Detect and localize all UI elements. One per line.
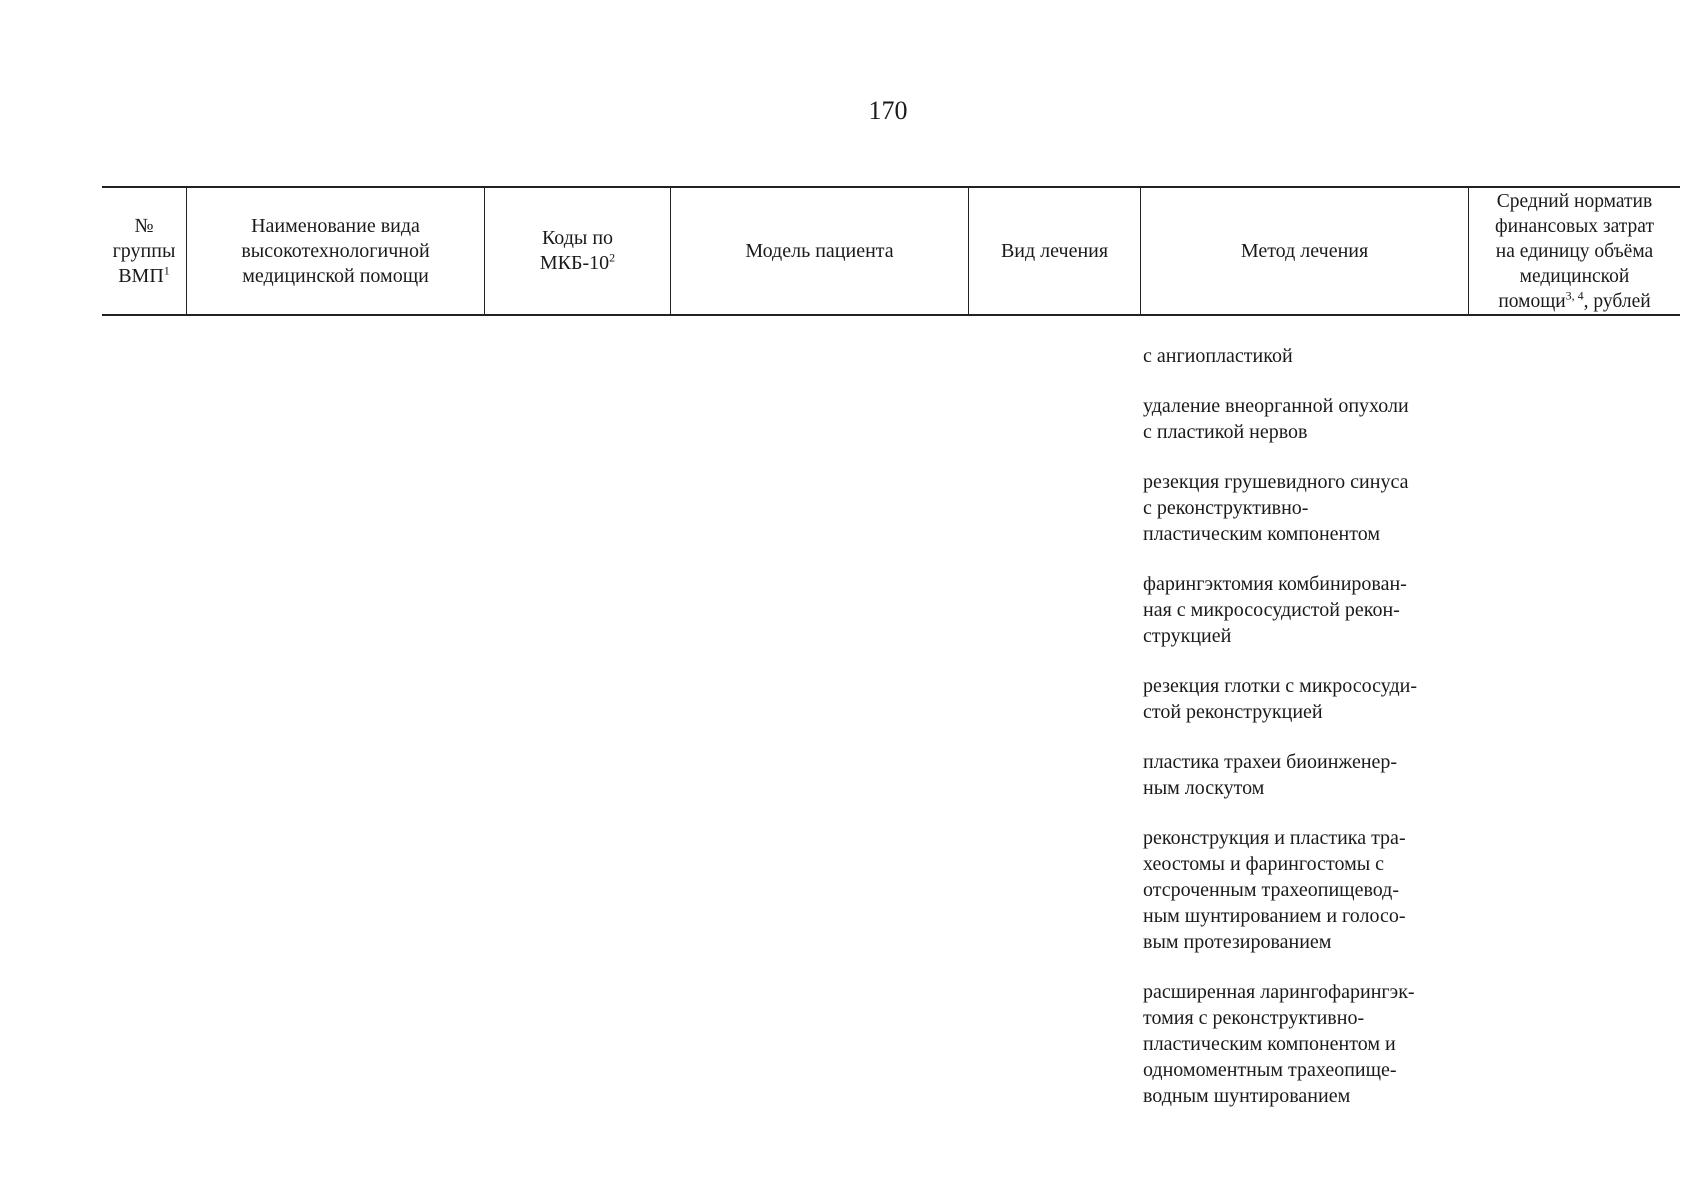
header-icd-codes-label: Коды по МКБ-10 xyxy=(539,227,614,274)
header-care-type xyxy=(186,188,484,314)
page-number: 170 xyxy=(868,96,908,125)
method-item: пластика трахеи биоинженер- ным лоскутом xyxy=(1143,751,1398,799)
header-icd-codes xyxy=(484,188,670,314)
header-group-number-label: № группы ВМП xyxy=(112,214,176,287)
header-patient-model-label: Модель пациента xyxy=(745,239,894,262)
header-cost-norm-label: Средний норматив финансовых затрат на единицу объёма медицинской помощи xyxy=(1495,190,1654,312)
table-header xyxy=(102,186,1680,316)
header-care-type-label: Наименование вида высокотехнологичной медицинской помощи xyxy=(241,214,430,287)
method-item: удаление внеорганной опухоли с пластикой нервов xyxy=(1143,395,1409,443)
footnote-2: 2 xyxy=(609,250,616,265)
method-item: с ангиопластикой xyxy=(1143,345,1293,367)
header-patient-model xyxy=(670,188,968,314)
header-treatment-method xyxy=(1140,188,1468,314)
header-treatment-type xyxy=(968,188,1140,314)
method-item: расширенная ларингофарингэк- томия с реконструктивно- пластическим компонентом и одномоментным трахеопище- водным шунтированием xyxy=(1143,981,1415,1107)
treatment-method-list xyxy=(1143,343,1463,1133)
header-cost-norm-unit: , рублей xyxy=(1583,290,1651,312)
footnote-3-4: 3, 4 xyxy=(1565,288,1584,302)
footnote-1: 1 xyxy=(163,262,170,277)
header-treatment-type-label: Вид лечения xyxy=(1000,239,1109,262)
method-item: реконструкция и пластика тра- хеостомы и фарингостомы с отсроченным трахеопищевод- ным шунтированием и голосо- вым протезированием xyxy=(1143,827,1406,953)
header-cost-norm xyxy=(1468,188,1680,314)
header-group-number xyxy=(102,188,186,314)
method-item: резекция грушевидного синуса с реконструктивно- пластическим компонентом xyxy=(1143,471,1409,545)
method-item: резекция глотки с микрососуди- стой реконструкцией xyxy=(1143,675,1418,723)
method-item: фарингэктомия комбинирован- ная с микрососудистой рекон- струкцией xyxy=(1143,573,1407,647)
header-treatment-method-label: Метод лечения xyxy=(1240,239,1369,262)
